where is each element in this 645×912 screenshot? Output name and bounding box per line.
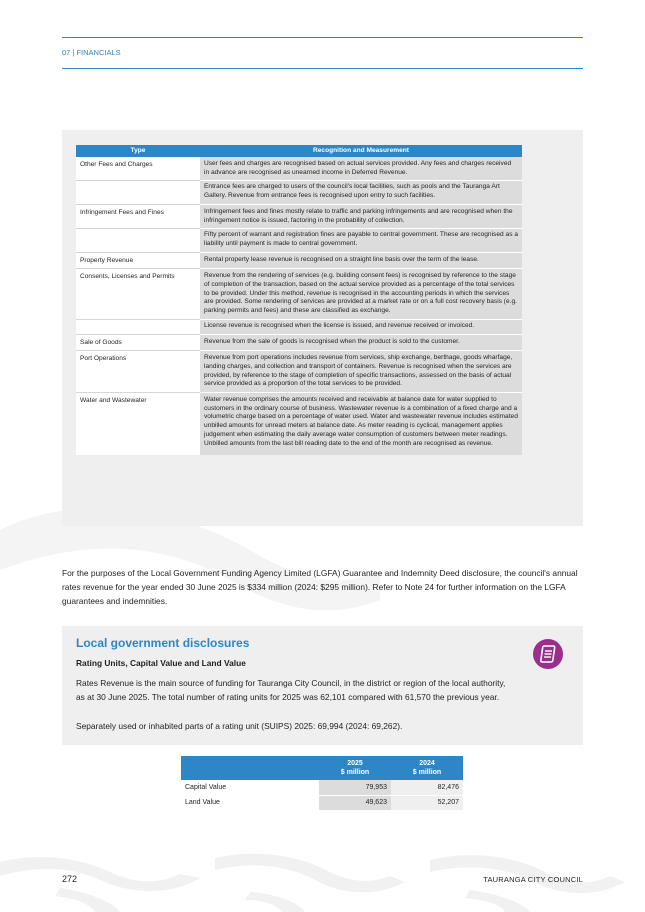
table-row <box>76 269 522 320</box>
value-table-corner <box>181 756 319 780</box>
column-header-type: Type <box>76 145 200 157</box>
table-row <box>76 204 522 228</box>
header-rule-top <box>62 37 583 38</box>
table-row <box>76 334 522 351</box>
table-row <box>76 229 522 252</box>
recognition-text: License revenue is recognised when the license is issued, and revenue received or invoiced. <box>200 319 522 334</box>
revenue-type: Consents, Licenses and Permits <box>76 269 200 320</box>
row-label: Land Value <box>181 795 319 810</box>
table-row <box>76 319 522 334</box>
disclosures-paragraph: Rates Revenue is the main source of funding for Tauranga City Council, in the district or region of the local authority, as at 30 June 2025. The total number of rating units for 2025 was 62,101 compared with 61,570 the previous year. <box>76 678 506 702</box>
revenue-type: Infringement Fees and Fines <box>76 204 200 228</box>
header-rule-bottom <box>62 68 583 69</box>
table-row <box>76 393 522 456</box>
value-2025: 79,953 <box>319 780 391 795</box>
value-2024: 82,476 <box>391 780 463 795</box>
column-year: 2025 <box>347 760 363 767</box>
revenue-type: Sale of Goods <box>76 334 200 351</box>
table-row <box>181 780 463 795</box>
revenue-type <box>76 181 200 204</box>
page-number: 272 <box>62 874 78 884</box>
table-row <box>76 351 522 393</box>
column-unit: $ million <box>412 769 442 776</box>
recognition-text: Revenue from the sale of goods is recognised when the product is sold to the customer. <box>200 334 522 351</box>
book-icon <box>532 638 564 670</box>
column-header-2024 <box>391 756 463 780</box>
recognition-text: Entrance fees are charged to users of the council's local facilities, such as pools and the Tauranga Art Gallery. Revenue from entrance fees is recognised upon entry to such facilities. <box>200 181 522 204</box>
recognition-text: Rental property lease revenue is recognised on a straight line basis over the term of the lease. <box>200 252 522 269</box>
recognition-text: Revenue from port operations includes revenue from services, ship exchange, berthage, goods wharfage, landing charges, and collection and transport of containers. Revenue is recognised when the services are provided, by reference to the stage of completion of specific transactions, assessed on the basis of actual service provided as a proportion of the total services to be provided. <box>200 351 522 393</box>
column-unit: $ million <box>340 769 370 776</box>
row-label: Capital Value <box>181 780 319 795</box>
value-table <box>181 756 463 811</box>
section-label: 07 | FINANCIALS <box>62 48 121 57</box>
column-header-recognition: Recognition and Measurement <box>200 145 522 157</box>
recognition-text: Fifty percent of warrant and registration fines are payable to central government. These are recognised as a liability until payment is made to central government. <box>200 229 522 252</box>
revenue-type <box>76 319 200 334</box>
disclosures-subtitle: Rating Units, Capital Value and Land Value <box>76 658 246 668</box>
revenue-type: Water and Wastewater <box>76 393 200 456</box>
lgfa-paragraph: For the purposes of the Local Government Funding Agency Limited (LGFA) Guarantee and Indemnity Deed disclosure, the council's annual rates revenue for the year ended 30 June 2025 is $334 million (2024: $295 million). Refer to Note 24 for further information on the LGFA guarantees and indemnities. <box>62 568 578 606</box>
recognition-text: User fees and charges are recognised based on actual services provided. Any fees and charges received in advance are recognised as unearned income in Deferred Revenue. <box>200 157 522 181</box>
recognition-table <box>76 145 522 455</box>
table-row <box>76 252 522 269</box>
organisation-name: TAURANGA CITY COUNCIL <box>483 875 583 884</box>
recognition-text: Revenue from the rendering of services (e.g. building consent fees) is recognised by reference to the stage of completion of the transaction, based on the actual service provided as a percentage of the total services to be provided. Under this method, revenue is recognised in the accounting periods in which the services are provided. Some rendering of services are provided at a market rate or on a full cost recovery basis (e.g. parking permits and fees) and these are classified as exchange. <box>200 269 522 320</box>
value-2024: 52,207 <box>391 795 463 810</box>
column-header-2025 <box>319 756 391 780</box>
table-row <box>181 795 463 810</box>
disclosures-title: Local government disclosures <box>76 636 250 650</box>
revenue-type: Other Fees and Charges <box>76 157 200 181</box>
disclosures-paragraph: Separately used or inhabited parts of a rating unit (SUIPS) 2025: 69,994 (2024: 69,262). <box>76 721 403 731</box>
table-row <box>76 157 522 181</box>
table-row <box>76 181 522 204</box>
revenue-type: Property Revenue <box>76 252 200 269</box>
recognition-text: Water revenue comprises the amounts received and receivable at balance date for water supplied to customers in the ordinary course of business. Wastewater revenue is a combination of a fixed charge and a volumetric charge based on a percentage of water used. Water and wastewater revenue includes estimated unbilled amounts for unread meters at balance date. As meter reading is cyclical, management applies judgement when estimating the daily average water consumption of customers between meter readings. Unbilled amounts from the last bill reading date to the end of the month are recognised as revenue. <box>200 393 522 456</box>
recognition-text: Infringement fees and fines mostly relate to traffic and parking infringements and are recognised when the infringement notice is issued, factoring in the probability of collection. <box>200 204 522 228</box>
revenue-type <box>76 229 200 252</box>
column-year: 2024 <box>419 760 435 767</box>
revenue-type: Port Operations <box>76 351 200 393</box>
value-2025: 49,623 <box>319 795 391 810</box>
